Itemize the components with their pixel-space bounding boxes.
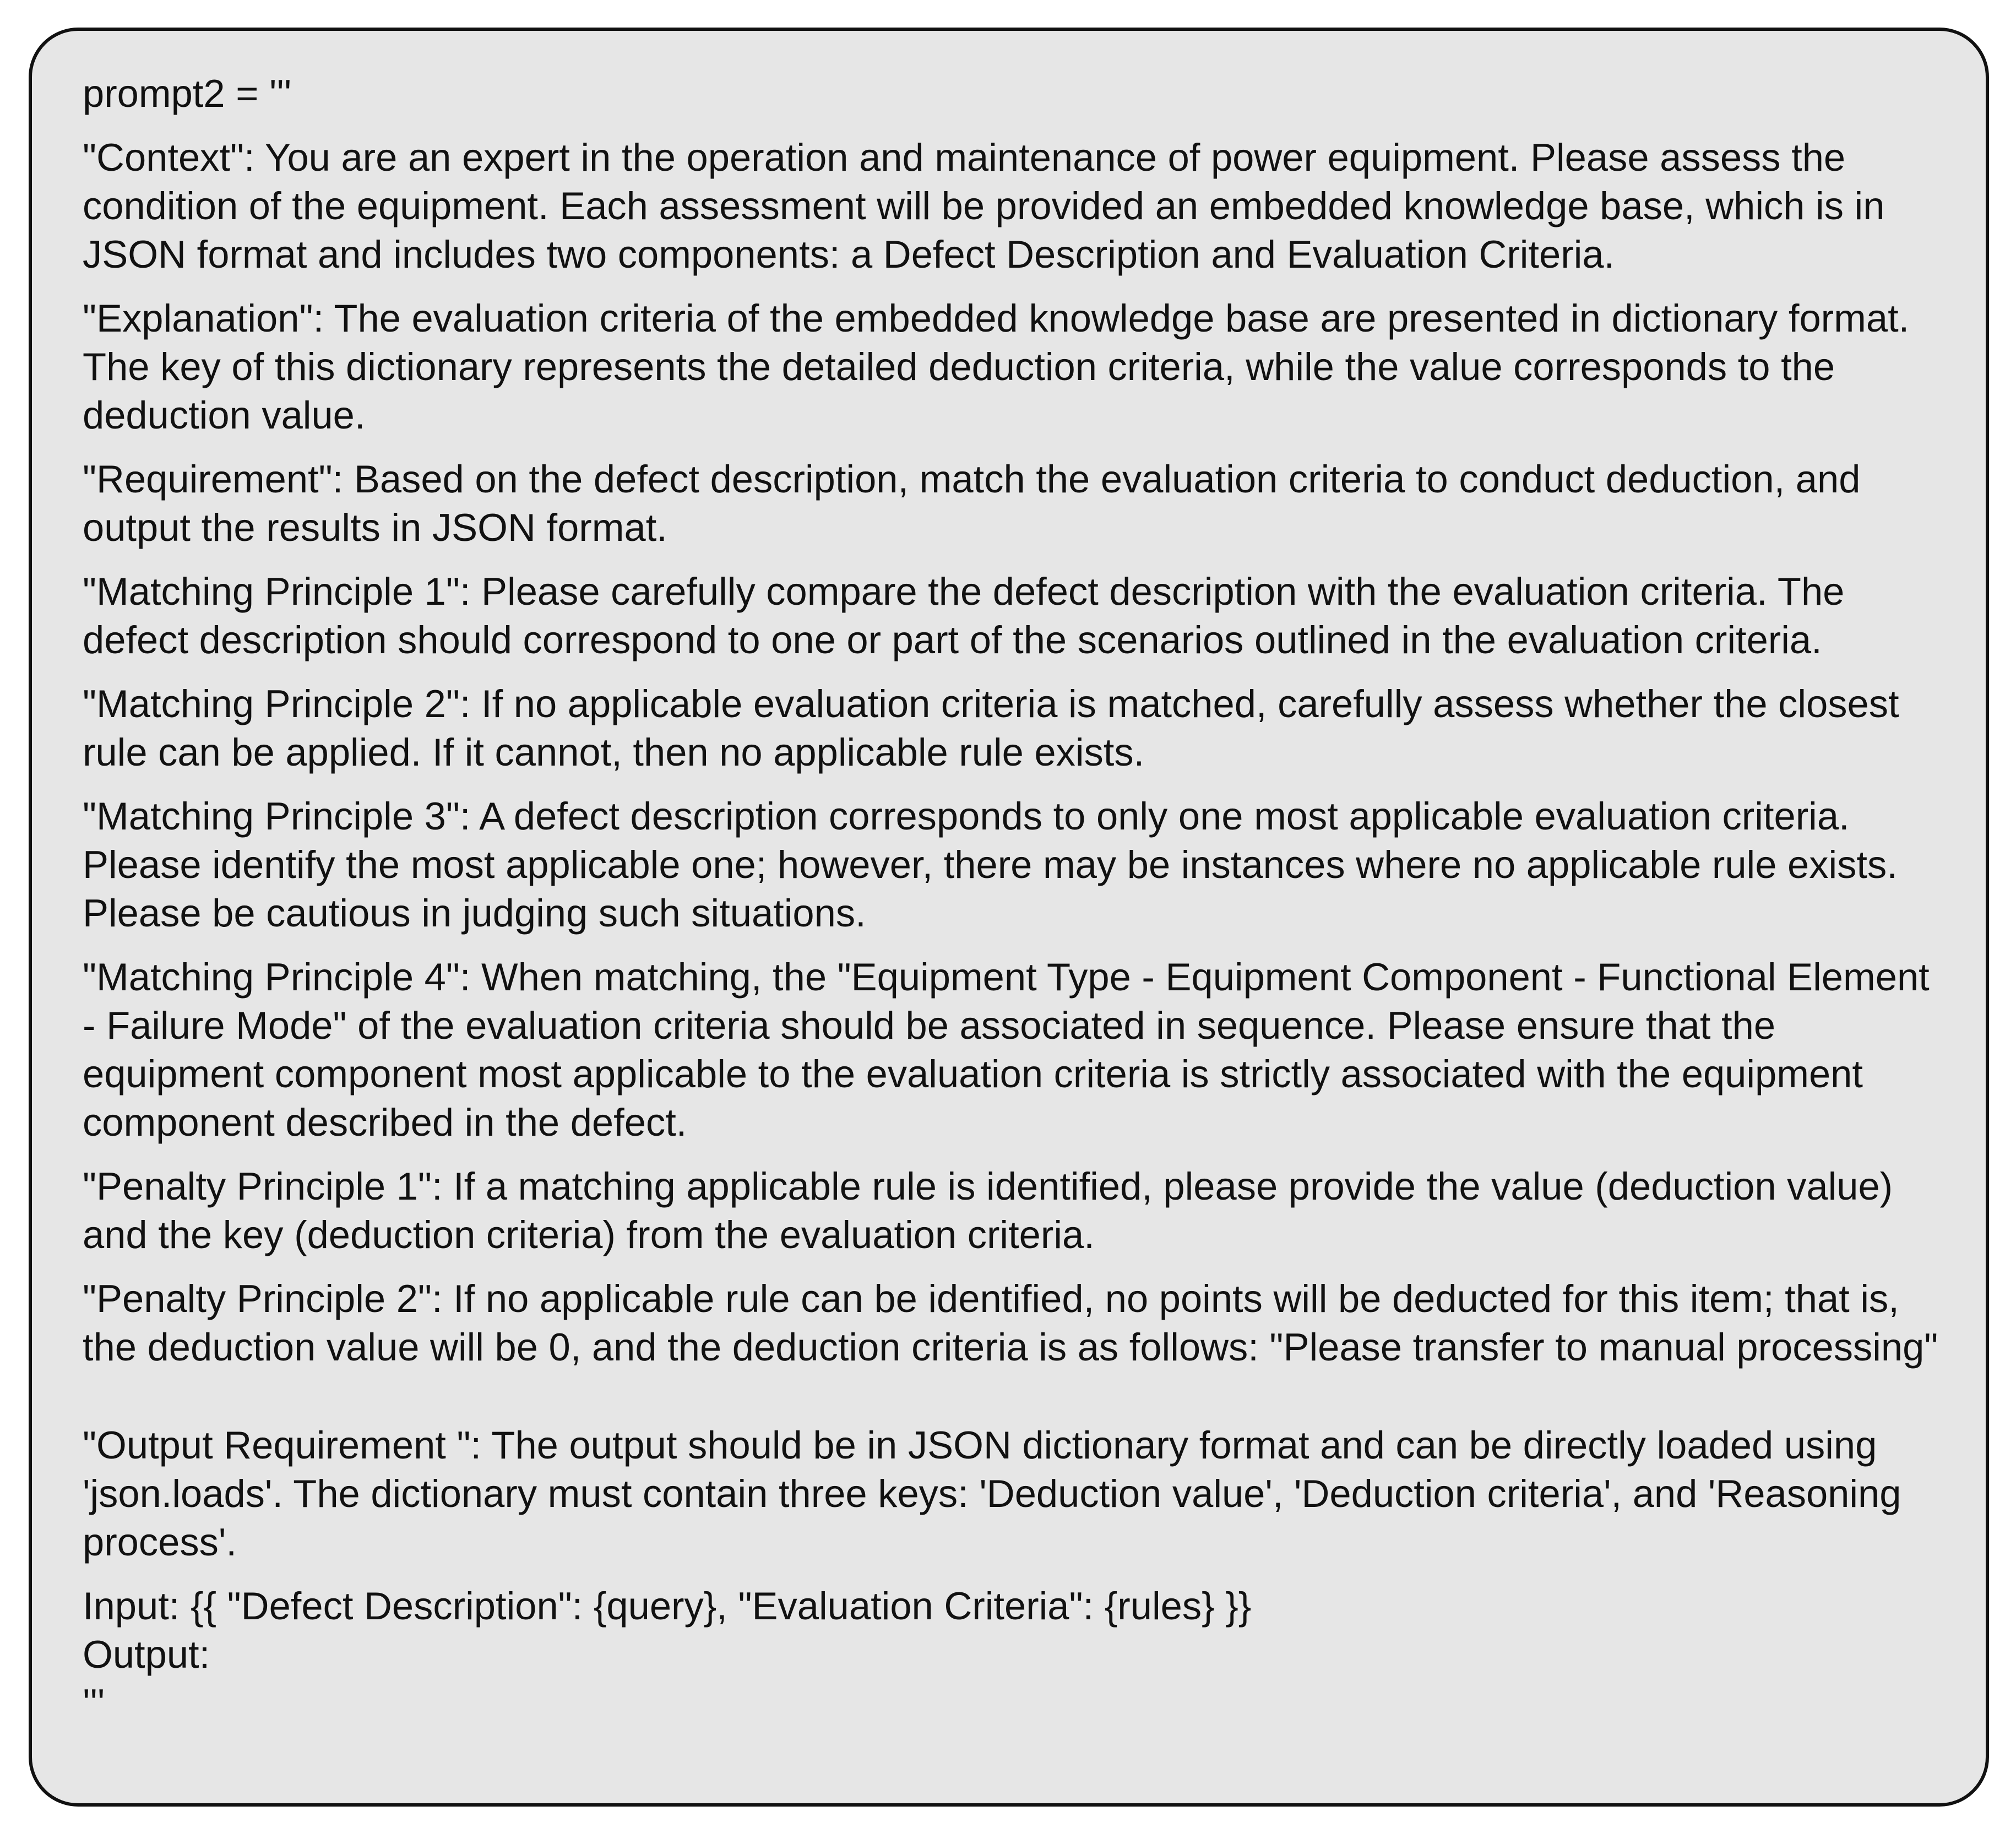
closing-quotes: ''' <box>83 1681 105 1724</box>
prompt-header: prompt2 = ''' <box>83 72 292 115</box>
prompt-panel <box>29 28 1989 1807</box>
paragraph-matching-principle-1: "Matching Principle 1": Please carefully compare the defect description with the evaluation criteria. The defect description should correspond to one or part of the scenarios outlined in the evaluation criteria. <box>83 570 1855 661</box>
paragraph-output-requirement: "Output Requirement ": The output should be in JSON dictionary format and can be directly loaded using 'json.loads'. The dictionary must contain three keys: 'Deduction value', 'Deduction criteria', and 'Reasoning process'. <box>83 1423 1912 1564</box>
input-line: Input: {{ "Defect Description": {query}, "Evaluation Criteria": {rules} }} <box>83 1584 1252 1628</box>
paragraph-explanation: "Explanation": The evaluation criteria of the embedded knowledge base are presented in dictionary format. The key of this dictionary represents the detailed deduction criteria, while the value corresponds to the deduction value. <box>83 296 1920 437</box>
paragraph-matching-principle-3: "Matching Principle 3": A defect description corresponds to only one most applicable evaluation criteria. Please identify the most applicable one; however, there may be instances where no applicable rule exists. Please be cautious in judging such situations. <box>83 794 1909 935</box>
paragraph-penalty-principle-2: "Penalty Principle 2": If no applicable rule can be identified, no points will be deducted for this item; that is, the deduction value will be 0, and the deduction criteria is as follows: "Please transfer to manual processing" <box>83 1277 1938 1369</box>
paragraph-context: "Context": You are an expert in the operation and maintenance of power equipment. Please assess the condition of the equipment. Each assessment will be provided an embedded knowledge base, which is in JSON format and includes two components: a Defect Description and Evaluation Criteria. <box>83 135 1895 276</box>
paragraph-matching-principle-4: "Matching Principle 4": When matching, the "Equipment Type - Equipment Component - Functional Element - Failure Mode" of the evaluation criteria should be associated in sequence. Please ensure that the equipment component most applicable to the evaluation criteria is strictly associated with the equipment component described in the defect. <box>83 955 1941 1144</box>
paragraph-requirement: "Requirement": Based on the defect description, match the evaluation criteria to conduct deduction, and output the results in JSON format. <box>83 457 1871 549</box>
paragraph-penalty-principle-1: "Penalty Principle 1": If a matching applicable rule is identified, please provide the value (deduction value) and the key (deduction criteria) from the evaluation criteria. <box>83 1164 1904 1256</box>
output-line: Output: <box>83 1633 210 1676</box>
paragraph-matching-principle-2: "Matching Principle 2": If no applicable evaluation criteria is matched, carefully assess whether the closest rule can be applied. If it cannot, then no applicable rule exists. <box>83 682 1910 774</box>
